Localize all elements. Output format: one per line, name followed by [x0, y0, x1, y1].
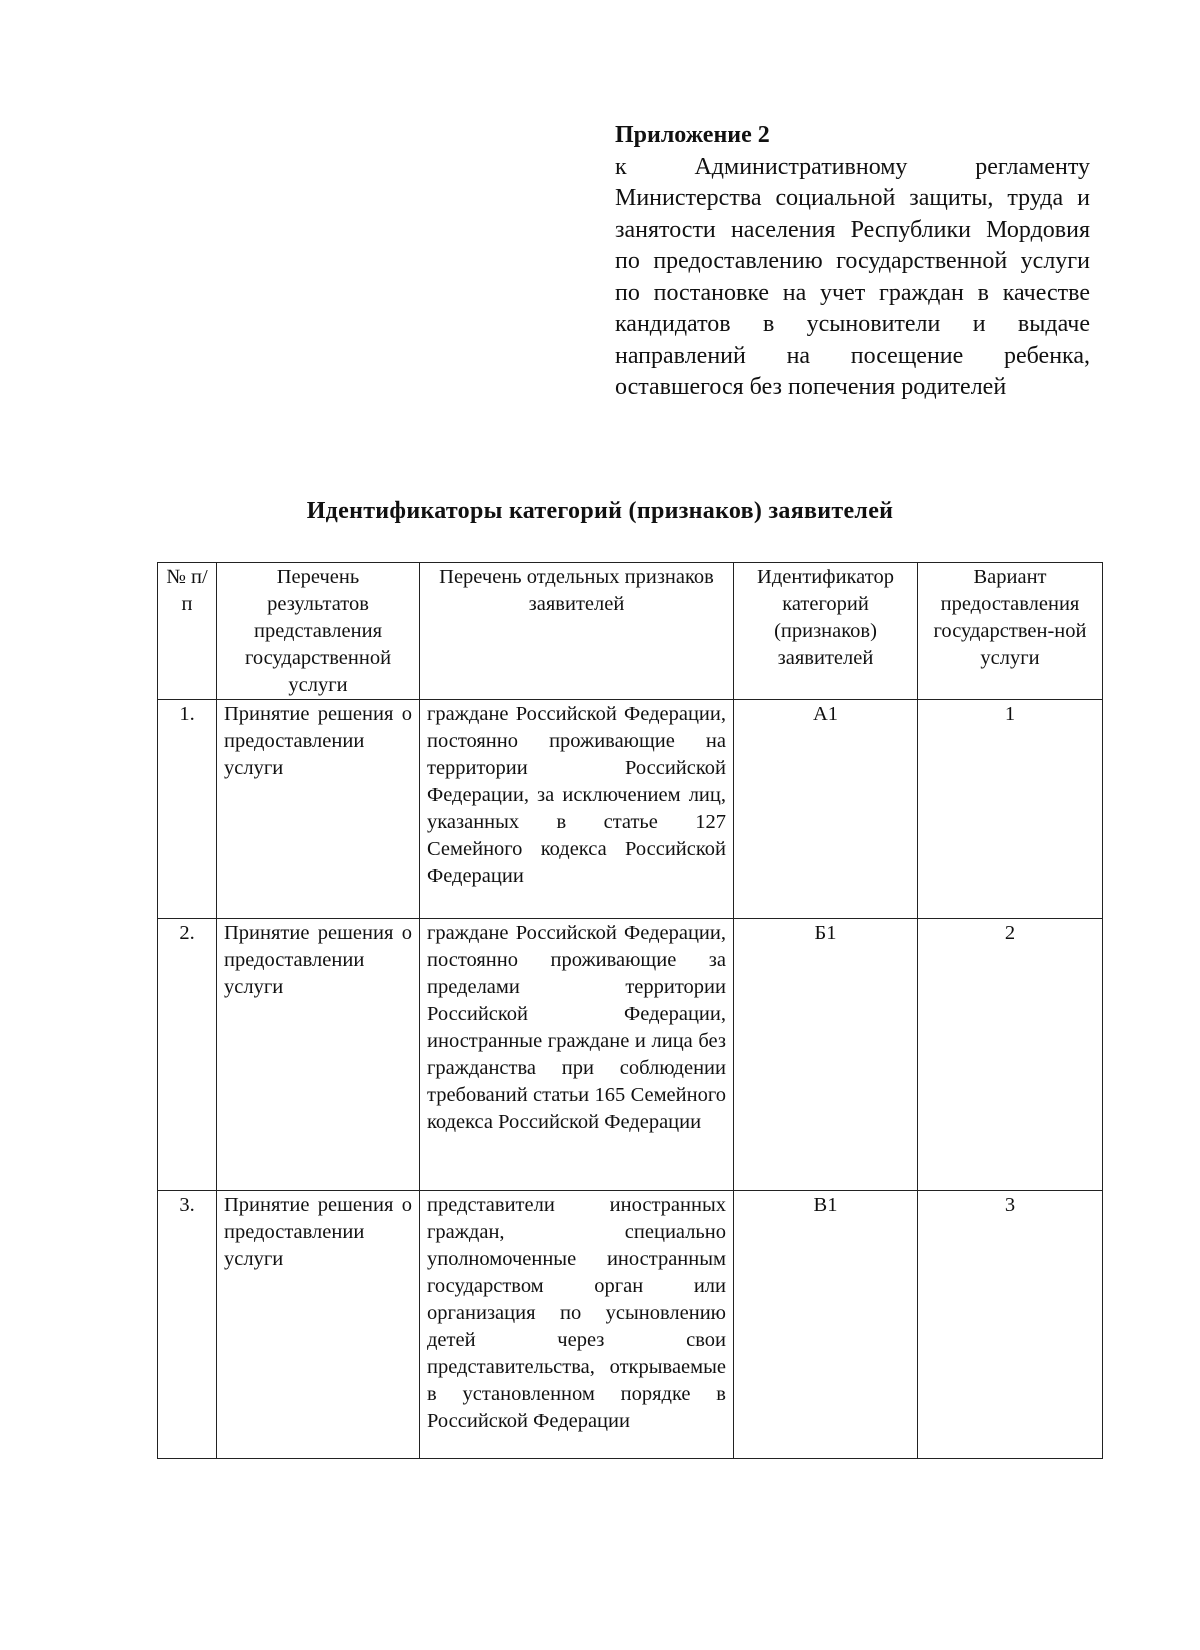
cell-identifier: Б1 [734, 919, 918, 1191]
header-variant: Вариант предоставления государствен-ной услуги [918, 563, 1103, 700]
cell-variant: 2 [918, 919, 1103, 1191]
categories-table [157, 562, 1103, 1459]
appendix-title: Приложение 2 [615, 122, 770, 148]
header-num: № п/п [158, 563, 217, 700]
cell-num: 2. [158, 919, 217, 1191]
cell-signs: представители иностранных граждан, специально уполномоченные иностранным государством орган или организация по усыновлению детей через свои представительства, открываемые в установленном порядке в Российской Федерации [420, 1191, 734, 1459]
cell-variant: 3 [918, 1191, 1103, 1459]
appendix-text: к Административному регламенту Министерства социальной защиты, труда и занятости населения Республики Мордовия по предоставлению государственной услуги по постановке на учет граждан в качестве кандидатов в усыновители и выдаче направлений на посещение ребенка, оставшегося без попечения родителей [615, 153, 1090, 400]
cell-num: 3. [158, 1191, 217, 1459]
header-signs: Перечень отдельных признаков заявителей [420, 563, 734, 700]
cell-result: Принятие решения о предоставлении услуги [217, 919, 420, 1191]
cell-identifier: В1 [734, 1191, 918, 1459]
table-row [158, 700, 1103, 919]
table-row [158, 1191, 1103, 1459]
cell-signs: граждане Российской Федерации, постоянно проживающие за пределами территории Российской Федерации, иностранные граждане и лица без гражданства при соблюдении требований статьи 165 Семейного кодекса Российской Федерации [420, 919, 734, 1191]
table-row [158, 919, 1103, 1191]
cell-identifier: А1 [734, 700, 918, 919]
appendix-block [615, 120, 1090, 404]
document-title: Идентификаторы категорий (признаков) заявителей [306, 498, 894, 524]
header-results: Перечень результатов представления государственной услуги [217, 563, 420, 700]
table-header-row [158, 563, 1103, 700]
cell-num: 1. [158, 700, 217, 919]
header-identifier: Идентификатор категорий (признаков) заявителей [734, 563, 918, 700]
cell-signs: граждане Российской Федерации, постоянно проживающие на территории Российской Федерации, за исключением лиц, указанных в статье 127 Семейного кодекса Российской Федерации [420, 700, 734, 919]
cell-result: Принятие решения о предоставлении услуги [217, 1191, 420, 1459]
cell-variant: 1 [918, 700, 1103, 919]
cell-result: Принятие решения о предоставлении услуги [217, 700, 420, 919]
